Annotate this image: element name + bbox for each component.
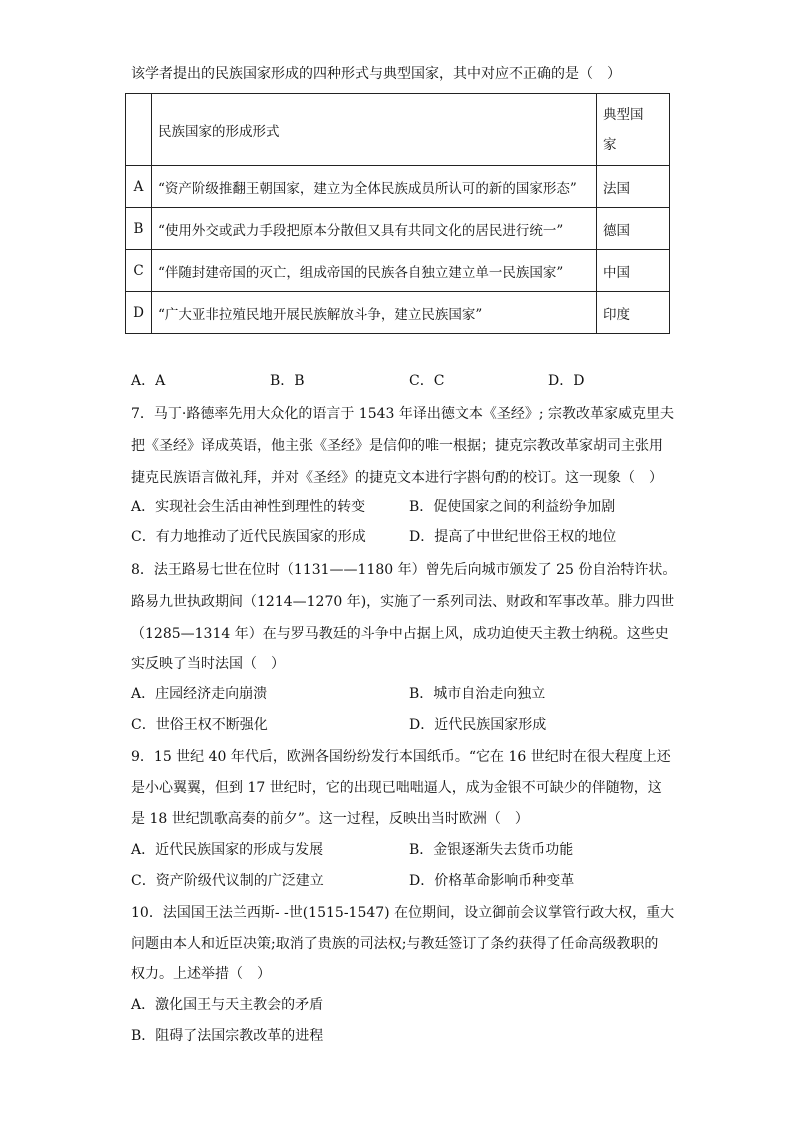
table-row — [126, 166, 670, 208]
row-label: D — [126, 292, 152, 334]
q8-option-c[interactable]: C．世俗王权不断强化 — [131, 717, 268, 733]
table-row — [126, 250, 670, 292]
q9-option-d[interactable]: D．价格革命影响币种变革 — [409, 873, 575, 889]
header-country-line1: 典型国 — [603, 106, 644, 123]
q10-line-1: 10．法国国王法兰西斯- -世(1515-1547) 在位期间，设立御前会议掌管行政大权，重大 — [131, 905, 675, 921]
row-country: 中国 — [597, 250, 670, 292]
q9-option-b[interactable]: B．金银逐渐失去货币功能 — [409, 842, 574, 858]
row-form: “广大亚非拉殖民地开展民族解放斗争，建立民族国家” — [152, 292, 597, 334]
q9-line-3: 是 18 世纪凯歌高奏的前夕”。这一过程，反映出当时欧洲（ ） — [131, 811, 529, 827]
q9-option-a[interactable]: A．近代民族国家的形成与发展 — [131, 842, 324, 858]
row-label: C — [126, 250, 152, 292]
row-country: 印度 — [597, 292, 670, 334]
table-row — [126, 208, 670, 250]
q8-line-2: 路易九世执政期间（1214—1270 年)，实施了一系列司法、财政和军事改革。腓力四世 — [131, 594, 675, 610]
q6-option-c[interactable]: C．C — [409, 373, 445, 389]
header-country-line2: 家 — [603, 136, 617, 153]
q8-line-4: 实反映了当时法国（ ） — [131, 656, 285, 672]
q10-option-a[interactable]: A．激化国王与天主教会的矛盾 — [131, 997, 324, 1013]
q7-option-b[interactable]: B．促使国家之间的利益纷争加剧 — [409, 499, 616, 515]
q7-line-2: 把《圣经》译成英语，他主张《圣经》是信仰的唯一根据；捷克宗教改革家胡司主张用 — [131, 438, 663, 454]
table-cell — [126, 94, 152, 166]
q10-line-3: 权力。上述举措（ ） — [131, 966, 271, 982]
q7-option-a[interactable]: A．实现社会生活由神性到理性的转变 — [131, 499, 366, 515]
row-country: 德国 — [597, 208, 670, 250]
q6-table — [125, 93, 670, 334]
q8-option-d[interactable]: D．近代民族国家形成 — [409, 717, 547, 733]
q8-line-1: 8．法王路易七世在位时（1131——1180 年）曾先后向城市颁发了 25 份自治特许状。 — [131, 562, 677, 578]
q7-option-d[interactable]: D．提高了中世纪世俗王权的地位 — [409, 529, 617, 545]
table-header-row — [126, 94, 670, 166]
table-row — [126, 292, 670, 334]
q9-line-1: 9．15 世纪 40 年代后，欧洲各国纷纷发行本国纸币。“它在 16 世纪时在很大程度上还 — [131, 749, 671, 765]
table-header-form: 民族国家的形成形式 — [152, 94, 597, 166]
q7-line-1: 7．马丁·路德率先用大众化的语言于 1543 年译出德文本《圣经》; 宗教改革家威克里夫 — [131, 406, 675, 422]
q8-option-b[interactable]: B．城市自治走向独立 — [409, 686, 546, 702]
row-label: A — [126, 166, 152, 208]
q9-option-c[interactable]: C．资产阶级代议制的广泛建立 — [131, 873, 324, 889]
q6-option-b[interactable]: B．B — [270, 373, 305, 389]
row-form: “资产阶级推翻王朝国家，建立为全体民族成员所认可的新的国家形态” — [152, 166, 597, 208]
q7-line-3: 捷克民族语言做礼拜，并对《圣经》的捷克文本进行字斟句酌的校订。这一现象（ ） — [131, 470, 663, 486]
q8-line-3: （1285—1314 年）在与罗马教廷的斗争中占据上风，成功迫使天主教士纳税。这些史 — [131, 626, 669, 642]
q6-option-d[interactable]: D．D — [548, 373, 585, 389]
table-header-country — [597, 94, 670, 166]
q10-line-2: 问题由本人和近臣决策;取消了贵族的司法权;与教廷签订了条约获得了任命高级教职的 — [131, 936, 659, 952]
row-form: “使用外交或武力手段把原本分散但又具有共同文化的居民进行统一” — [152, 208, 597, 250]
q8-option-a[interactable]: A．庄园经济走向崩溃 — [131, 686, 268, 702]
q10-option-b[interactable]: B．阻碍了法国宗教改革的进程 — [131, 1028, 324, 1044]
q9-line-2: 是小心翼翼，但到 17 世纪时，它的出现已咄咄逼人，成为金银不可缺少的伴随物，这 — [131, 780, 662, 796]
row-form: “伴随封建帝国的灭亡，组成帝国的民族各自独立建立单一民族国家” — [152, 250, 597, 292]
row-label: B — [126, 208, 152, 250]
q6-stem: 该学者提出的民族国家形成的四种形式与典型国家，其中对应不正确的是（ ） — [131, 66, 621, 82]
row-country: 法国 — [597, 166, 670, 208]
q6-option-a[interactable]: A．A — [131, 373, 166, 389]
q7-option-c[interactable]: C．有力地推动了近代民族国家的形成 — [131, 529, 366, 545]
